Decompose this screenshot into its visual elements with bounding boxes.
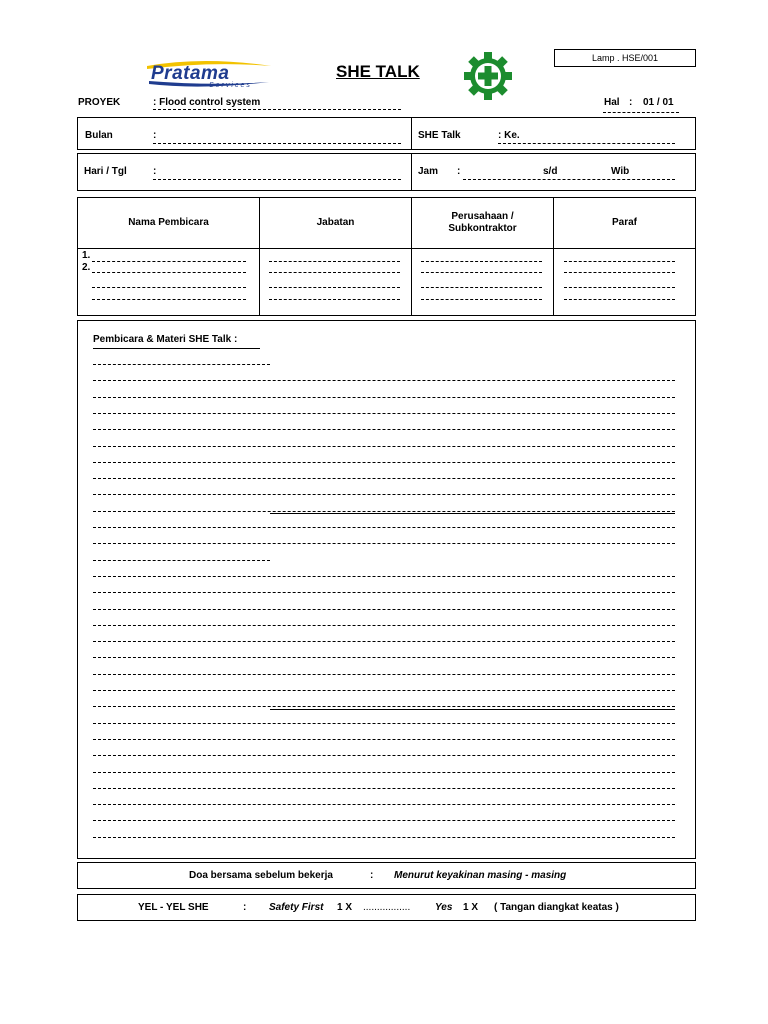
entry-line[interactable] — [269, 287, 400, 288]
yell-response: Yes — [435, 902, 453, 913]
col-header-position: Jabatan — [316, 217, 355, 228]
page-number: 01 / 01 — [643, 97, 674, 108]
yell-note: ( Tangan diangkat keatas ) — [494, 902, 619, 913]
entry-line[interactable] — [564, 261, 675, 262]
writing-line[interactable] — [93, 772, 675, 773]
writing-line[interactable] — [93, 364, 270, 365]
month-row-left — [77, 117, 412, 150]
date-row-left — [77, 153, 412, 191]
writing-line[interactable] — [93, 462, 675, 463]
col-header-company: Perusahaan / Subkontraktor — [448, 211, 517, 234]
page-label: Hal — [604, 97, 620, 108]
entry-line[interactable] — [269, 261, 400, 262]
entry-line[interactable] — [564, 287, 675, 288]
writing-line-solid[interactable] — [270, 513, 675, 514]
writing-line[interactable] — [93, 543, 675, 544]
writing-line[interactable] — [93, 413, 675, 414]
logo-tagline: Services — [209, 82, 252, 89]
page-title: SHE TALK — [336, 62, 420, 81]
entry-line[interactable] — [421, 261, 542, 262]
date-colon: : — [153, 166, 157, 177]
page-line — [603, 112, 679, 113]
col-header-speaker-name: Nama Pembicara — [128, 217, 209, 228]
entry-line[interactable] — [269, 272, 400, 273]
writing-line[interactable] — [93, 397, 675, 398]
she-talk-label: SHE Talk — [418, 130, 461, 141]
writing-line[interactable] — [93, 609, 675, 610]
writing-line[interactable] — [93, 837, 675, 838]
month-colon: : — [153, 130, 157, 141]
page-colon: : — [629, 97, 633, 108]
writing-line[interactable] — [93, 804, 675, 805]
writing-line[interactable] — [93, 657, 675, 658]
yell-response-count: 1 X — [463, 902, 479, 913]
col-divider-1 — [259, 197, 260, 316]
project-line — [153, 109, 401, 110]
writing-line[interactable] — [93, 690, 675, 691]
pratama-logo — [143, 58, 277, 92]
yell-call-count: 1 X — [337, 902, 353, 913]
time-label: Jam — [418, 166, 439, 177]
time-zone: Wib — [611, 166, 630, 177]
entry-line[interactable] — [564, 272, 675, 273]
prayer-colon: : — [370, 870, 374, 881]
time-colon: : — [457, 166, 461, 177]
entry-line[interactable] — [421, 287, 542, 288]
writing-line[interactable] — [93, 641, 675, 642]
writing-line[interactable] — [93, 446, 675, 447]
writing-line[interactable] — [93, 706, 675, 707]
entry-line[interactable] — [269, 299, 400, 300]
entry-line[interactable] — [564, 299, 675, 300]
she-talk-number: : Ke. — [498, 130, 520, 141]
writing-line[interactable] — [93, 527, 675, 528]
writing-line[interactable] — [93, 592, 675, 593]
col-header-signature: Paraf — [611, 217, 637, 228]
row-number-1: 1. — [82, 250, 91, 261]
month-label: Bulan — [85, 130, 113, 141]
writing-line[interactable] — [93, 576, 675, 577]
writing-line[interactable] — [93, 494, 675, 495]
entry-line[interactable] — [92, 261, 246, 262]
entry-line[interactable] — [92, 299, 246, 300]
entry-line[interactable] — [92, 287, 246, 288]
writing-line-solid[interactable] — [270, 709, 675, 710]
entry-line[interactable] — [421, 272, 542, 273]
prayer-label: Doa bersama sebelum bekerja — [189, 870, 333, 881]
writing-line[interactable] — [93, 560, 270, 561]
material-heading-underline — [93, 348, 260, 349]
writing-line[interactable] — [93, 723, 675, 724]
time-until: s/d — [543, 166, 558, 177]
writing-line[interactable] — [93, 674, 675, 675]
yell-call: Safety First — [269, 902, 324, 913]
logo-brand: Pratama — [151, 63, 230, 84]
prayer-row — [77, 862, 696, 889]
project-label: PROYEK — [78, 97, 121, 108]
entry-line[interactable] — [421, 299, 542, 300]
writing-line[interactable] — [93, 739, 675, 740]
material-heading: Pembicara & Materi SHE Talk : — [93, 334, 238, 345]
yell-label: YEL - YEL SHE — [138, 902, 209, 913]
green-cross-gear-icon — [464, 52, 512, 100]
yell-dots: ................. — [363, 902, 411, 913]
col-divider-3 — [553, 197, 554, 316]
row-number-2: 2. — [82, 262, 91, 273]
date-label: Hari / Tgl — [84, 166, 127, 177]
writing-line[interactable] — [93, 511, 675, 512]
writing-line[interactable] — [93, 820, 675, 821]
reference-code: Lamp . HSE/001 — [591, 53, 659, 63]
date-field-line[interactable] — [153, 179, 401, 180]
material-section — [77, 320, 696, 859]
safety-emblem — [464, 52, 512, 100]
writing-line[interactable] — [93, 478, 675, 479]
project-value: : Flood control system — [153, 97, 261, 108]
writing-line[interactable] — [93, 755, 675, 756]
entry-line[interactable] — [92, 272, 246, 273]
time-field-line[interactable] — [463, 179, 675, 180]
she-talk-field-line[interactable] — [498, 143, 675, 144]
speakers-header-divider — [77, 248, 696, 249]
reference-code-box — [554, 49, 696, 67]
writing-line[interactable] — [93, 625, 675, 626]
yell-colon: : — [243, 902, 247, 913]
writing-line[interactable] — [93, 429, 675, 430]
writing-line[interactable] — [93, 380, 675, 381]
prayer-value: Menurut keyakinan masing - masing — [394, 870, 567, 881]
month-field-line[interactable] — [153, 143, 401, 144]
writing-line[interactable] — [93, 788, 675, 789]
